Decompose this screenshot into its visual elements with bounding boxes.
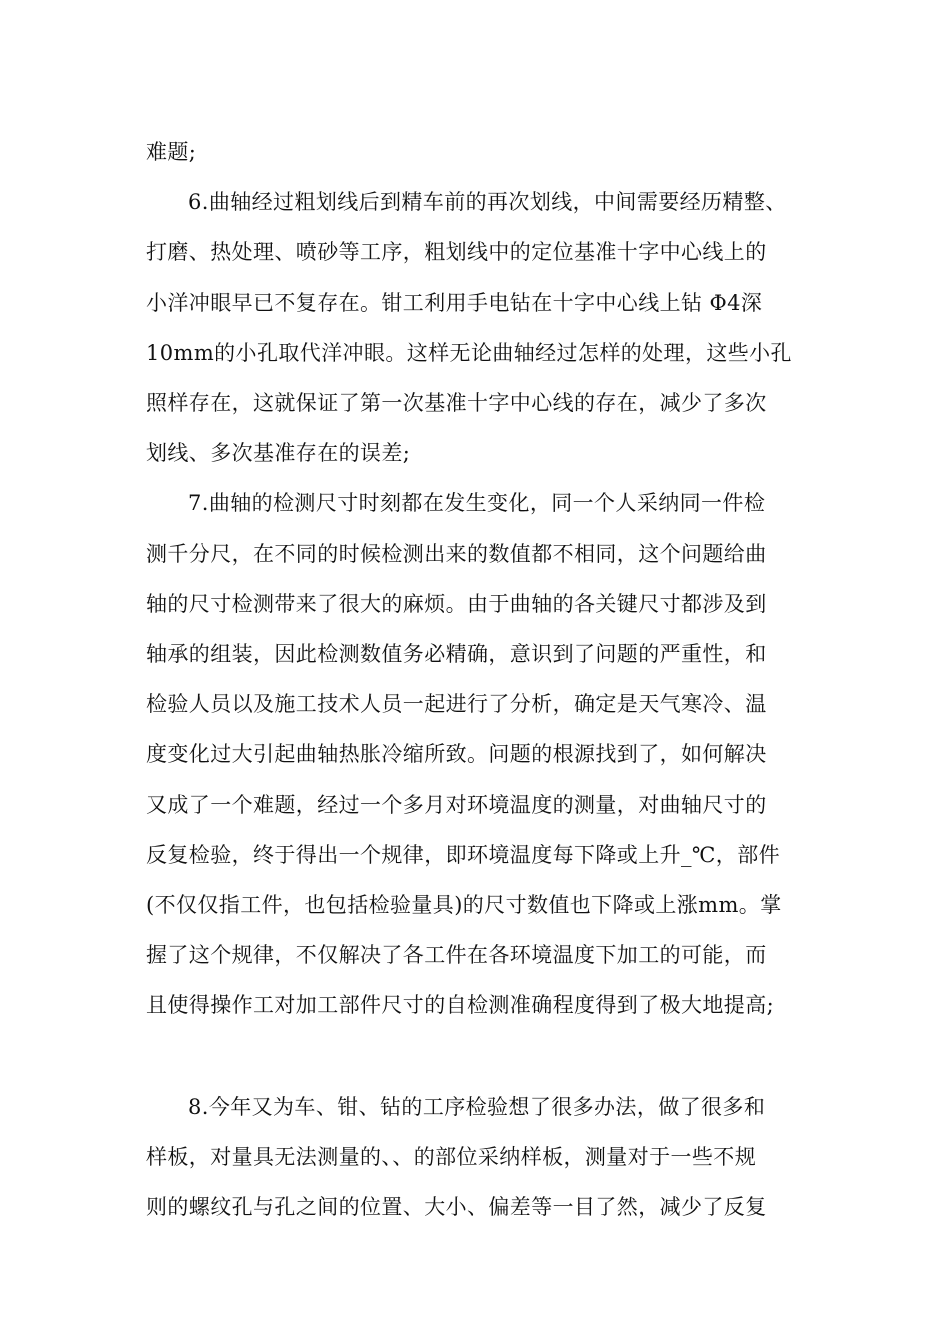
text-line: 且使得操作工对加工部件尺寸的自检测准确程度得到了极大地提高;: [146, 993, 775, 1017]
text-line: 握了这个规律，不仅解决了各工件在各环境温度下加工的可能，而: [146, 943, 767, 967]
paragraph-8-first-line: 8.今年又为车、钳、钻的工序检验想了很多办法，做了很多和: [188, 1095, 766, 1119]
text-line: 打磨、热处理、喷砂等工序，粗划线中的定位基准十字中心线上的: [146, 240, 767, 264]
text-line: 又成了一个难题，经过一个多月对环境温度的测量，对曲轴尺寸的: [146, 793, 767, 817]
text-line: 检验人员以及施工技术人员一起进行了分析，确定是天气寒冷、温: [146, 692, 767, 716]
text-line: (不仅仅指工件，也包括检验量具)的尺寸数值也下降或上涨mm。掌: [146, 893, 782, 917]
text-line: 轴的尺寸检测带来了很大的麻烦。由于曲轴的各关键尺寸都涉及到: [146, 592, 767, 616]
text-line: 轴承的组装，因此检测数值务必精确，意识到了问题的严重性，和: [146, 642, 767, 666]
text-line: 测千分尺，在不同的时候检测出来的数值都不相同，这个问题给曲: [146, 542, 767, 566]
text-line: 10mm的小孔取代洋冲眼。这样无论曲轴经过怎样的处理，这些小孔: [146, 341, 792, 365]
text-line: 划线、多次基准存在的误差;: [146, 441, 411, 465]
text-line: 则的螺纹孔与孔之间的位置、大小、偏差等一目了然，减少了反复: [146, 1195, 767, 1219]
text-line: 照样存在，这就保证了第一次基准十字中心线的存在，减少了多次: [146, 391, 767, 415]
text-line: 反复检验，终于得出一个规律，即环境温度每下降或上升_℃，部件: [146, 843, 780, 867]
text-line: 难题;: [146, 140, 197, 164]
text-line: 小洋冲眼早已不复存在。钳工利用手电钻在十字中心线上钻 Φ4深: [146, 291, 763, 315]
text-line: 样板，对量具无法测量的、、的部位采纳样板，测量对于一些不规: [146, 1145, 757, 1169]
paragraph-7-first-line: 7.曲轴的检测尺寸时刻都在发生变化，同一个人采纳同一件检: [188, 491, 766, 515]
text-line: 度变化过大引起曲轴热胀冷缩所致。问题的根源找到了，如何解决: [146, 742, 767, 766]
paragraph-6-first-line: 6.曲轴经过粗划线后到精车前的再次划线，中间需要经历精整、: [188, 190, 787, 214]
